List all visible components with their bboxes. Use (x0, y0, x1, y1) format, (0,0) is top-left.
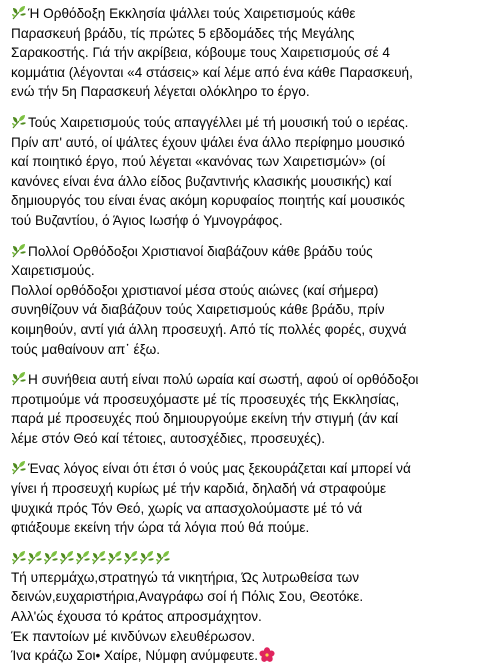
hymn-line (11, 646, 488, 666)
text-line-content: Τούς Χαιρετισμούς τούς απαγγέλλει μέ τή μουσική τού ο ιερέας. (28, 114, 409, 130)
herb-leaf-icon (155, 550, 171, 566)
text-line: συνηθίζουν νά διαβάζουν τούς Χαιρετισμούς κάθε βράδυ, πρίν (11, 302, 385, 318)
paragraph-2 (11, 113, 488, 231)
text-line: κοιμηθούν, αντί γιά άλλη προσευχή. Από τίς πολλές φορές, συχνά (11, 321, 407, 337)
text-line: προτιμούμε νά προσευχόμαστε μέ τίς προσευχές τής Εκκλησίας, (11, 391, 400, 407)
text-line: Χαιρετισμούς. (11, 263, 95, 279)
text-line: λέμε στόν Θεό καί τέτοιες, αυτοσχέδιες, προσευχές). (11, 430, 326, 446)
paragraph-4 (11, 370, 488, 448)
paragraph-5 (11, 459, 488, 537)
herb-leaf-icon (43, 550, 59, 566)
text-line (11, 4, 488, 24)
text-line: ψυχικά πρός Τόν Θεό, χωρίς να απασχολούμαστε μέ τό νά (11, 500, 363, 516)
text-line-content: Ένας λόγος είναι ότι έτσι ό νούς μας ξεκουράζεται καί μπορεί νά (28, 461, 411, 477)
hymn-line-content: Ίνα κράζω Σοι• Χαίρε, Νύμφη ανύμφευτε. (11, 648, 258, 664)
text-line: Πολλοί ορθόδοξοι χριστιανοί μέσα στούς αιώνες (καί σήμερα) (11, 282, 379, 298)
hymn-line: Έκ παντοίων μέ κινδύνων ελευθέρωσον. (11, 628, 256, 644)
text-line: Σαρακοστής. Γιά τήν ακρίβεια, κόβουμε τους Χαιρετισμούς σέ 4 (11, 45, 390, 61)
text-line: καί ποιητικό έργο, πού λέγεται «κανόνας των Χαιρετισμών» (οί (11, 154, 386, 170)
hibiscus-icon (259, 647, 275, 663)
herb-leaf-icon (139, 550, 155, 566)
herb-leaf-icon (123, 550, 139, 566)
text-line: Πρίν απ' αυτό, οί ψάλτες έχουν ψάλει ένα άλλο περίφημο μουσικό (11, 134, 405, 150)
herb-leaf-icon (107, 550, 123, 566)
text-line: ενώ τήν 5η Παρασκευή λέγεται ολόκληρο το έργο. (11, 84, 310, 100)
text-line: κανόνες είναι ένα άλλο είδος βυζαντινής κλασικής μουσικής) καί (11, 173, 392, 189)
paragraph-1 (11, 4, 488, 102)
text-line: Παρασκευή βράδυ, τίς πρώτες 5 εβδομάδες τής Μεγάλης (11, 25, 355, 41)
herb-leaf-icon (91, 550, 107, 566)
hymn-line: Τή υπερμάχω,στρατηγώ τά νικητήρια, Ώς λυτρωθείσα των (11, 569, 360, 585)
text-line: φτιάξουμε εκείνη τήν ώρα τά λόγια πού θά πούμε. (11, 520, 310, 536)
leaf-divider-row (11, 549, 488, 568)
herb-leaf-icon (11, 460, 27, 476)
text-line: γίνει ή προσευχή κυρίως μέ τήν καρδιά, δηλαδή νά στραφούμε (11, 481, 387, 497)
hymn-line: Αλλ'ώς έχουσα τό κράτος απροσμάχητον. (11, 609, 262, 625)
text-line-content: Ή Ορθόδοξη Εκκλησία ψάλλει τούς Χαιρετισμούς κάθε (28, 6, 356, 21)
hymn-block (11, 549, 488, 666)
text-line-content: Πολλοί Ορθόδοξοι Χριστιανοί διαβάζουν κάθε βράδυ τούς (28, 243, 373, 259)
text-line (11, 242, 488, 262)
text-line: τού Βυζαντίου, ό Άγιος Ιωσήφ ό Υμνογράφος. (11, 212, 283, 228)
herb-leaf-icon (11, 243, 27, 259)
text-line: τούς μαθαίνουν απ᾽ έξω. (11, 341, 161, 357)
herb-leaf-icon (11, 5, 27, 21)
text-line (11, 370, 488, 390)
text-line: δημιουργός του είναι ένας ακόμη κορυφαίος ποιητής καί μουσικός (11, 193, 405, 209)
herb-leaf-icon (59, 550, 75, 566)
herb-leaf-icon (11, 371, 27, 387)
text-line: παρά μέ προσευχές πού δημιουργούμε εκείνη τήν στιγμή (άν καί (11, 411, 399, 427)
text-line-content: Η συνήθεια αυτή είναι πολύ ωραία καί σωστή, αφού οί ορθόδοξοι (28, 372, 419, 388)
herb-leaf-icon (11, 114, 27, 130)
herb-leaf-icon (27, 550, 43, 566)
hymn-line: δεινών,ευχαριστήρια,Αναγράφω σοί ή Πόλις Σου, Θεοτόκε. (11, 589, 364, 605)
text-line: κομμάτια (λέγονται «4 στάσεις» καί λέμε από ένα κάθε Παρασκευή, (11, 64, 413, 80)
herb-leaf-icon (11, 550, 27, 566)
text-line (11, 113, 488, 133)
herb-leaf-icon (75, 550, 91, 566)
text-line (11, 459, 488, 479)
paragraph-3 (11, 242, 488, 360)
